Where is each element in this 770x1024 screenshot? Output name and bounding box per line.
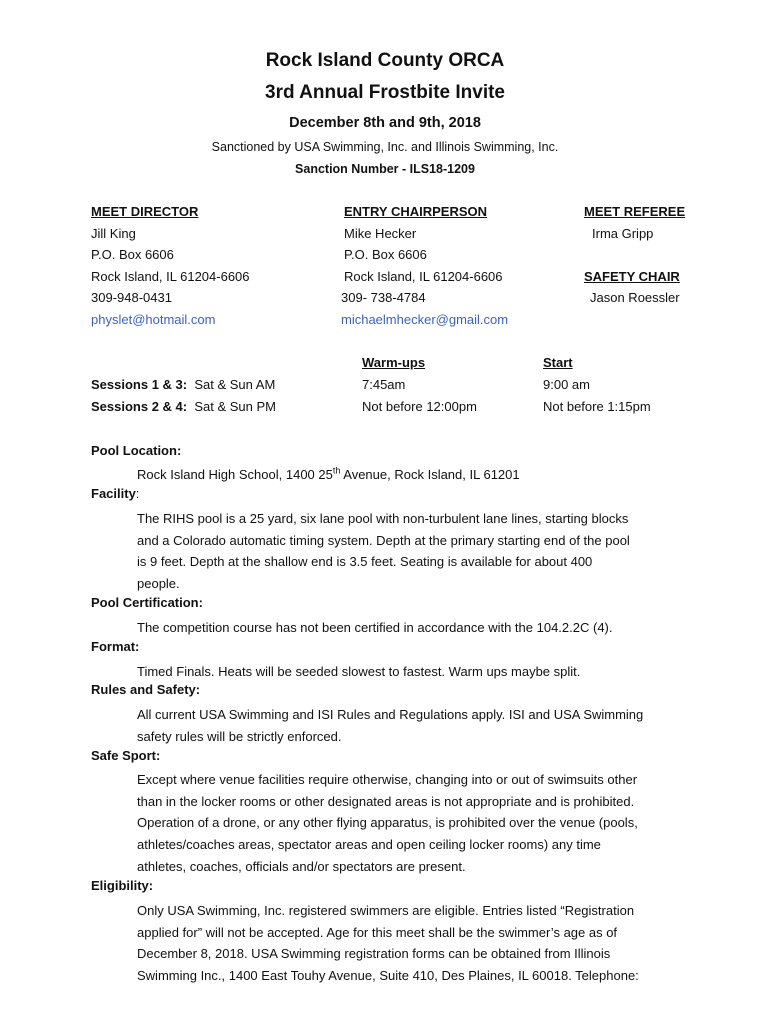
sanctioned-by: Sanctioned by USA Swimming, Inc. and Illinois Swimming, Inc. <box>211 140 559 154</box>
rules-safety-text: All current USA Swimming and ISI Rules and Regulations apply. ISI and USA Swimming safety rules will be strictly enforced. <box>137 707 644 744</box>
session-label: Sessions 2 & 4: <box>91 399 188 414</box>
warmups-heading: Warm-ups <box>362 355 426 370</box>
pool-certification-text: The competition course has not been certified in accordance with the 104.2.2C (4). <box>137 620 613 635</box>
eligibility-text: Only USA Swimming, Inc. registered swimmers are eligible. Entries listed “Registration applied for” will not be accepted. Age for this meet shall be the swimmer’s age as of December 8, 2018. USA Swimming registration forms can be obtained from Illinois Swimming Inc., 1400 East Touhy Avenue, Suite 410, Des Plaines, IL 60018. Telephone: <box>137 903 639 984</box>
meet-dates: December 8th and 9th, 2018 <box>289 115 481 131</box>
safe-sport-text: Except where venue facilities require otherwise, changing into or out of swimsuits other than in the locker rooms or other designated areas is not appropriate and is prohibited. Operation of a drone, or any other flying apparatus, is prohibited over the venue (pools, athletes/coaches areas, spectator areas and open ceiling locker rooms) any time athletes, coaches, officials and/or spectators are present. <box>137 772 638 874</box>
session-when: Sat & Sun PM <box>194 399 276 414</box>
session-2-warmup: Not before 12:00pm <box>362 399 477 414</box>
session-row-2 <box>91 399 276 414</box>
session-1-warmup: 7:45am <box>362 377 406 392</box>
entry-chair-phone: 309- 738-4784 <box>341 290 426 306</box>
pool-location-text: Rock Island High School, 1400 25th Avenue, Rock Island, IL 61201 <box>137 465 520 482</box>
meet-director-address2: Rock Island, IL 61204-6606 <box>91 268 250 284</box>
entry-chair-email-link[interactable]: michaelmhecker@gmail.com <box>341 311 509 327</box>
entry-chair-heading: ENTRY CHAIRPERSON <box>344 204 488 219</box>
eligibility-heading: Eligibility: <box>91 878 154 893</box>
pool-certification-heading: Pool Certification: <box>91 595 203 610</box>
sanction-number: Sanction Number - ILS18-1209 <box>295 162 475 176</box>
safe-sport-heading: Safe Sport: <box>91 748 161 763</box>
entry-chair-name: Mike Hecker <box>344 225 417 241</box>
ordinal-suffix: th <box>332 465 341 476</box>
meet-director-email-link[interactable]: physlet@hotmail.com <box>91 311 216 327</box>
meet-director-block <box>91 201 250 331</box>
facility-heading: Facility: <box>91 486 140 501</box>
format-heading: Format: <box>91 639 140 654</box>
session-1-start: 9:00 am <box>543 377 590 392</box>
meet-name-title: 3rd Annual Frostbite Invite <box>265 82 505 103</box>
format-text: Timed Finals. Heats will be seeded slowest to fastest. Warm ups maybe split. <box>137 664 581 679</box>
meet-referee-name: Irma Gripp <box>592 225 654 241</box>
meet-referee-heading: MEET REFEREE <box>584 204 686 219</box>
meet-host-title: Rock Island County ORCA <box>265 50 505 71</box>
rules-safety-heading: Rules and Safety: <box>91 682 201 697</box>
start-heading: Start <box>543 355 573 370</box>
facility-text: The RIHS pool is a 25 yard, six lane pool with non-turbulent lane lines, starting blocks and a Colorado automatic timing system. Depth at the primary starting end of the pool is 9 feet. Depth at the shallow end is 3.5 feet. Seating is available for about 400 people. <box>137 511 630 592</box>
entry-chair-block <box>341 201 508 331</box>
meet-director-address1: P.O. Box 6606 <box>91 247 174 263</box>
safety-chair-name: Jason Roessler <box>590 290 680 306</box>
referee-block <box>584 201 685 309</box>
pool-location-heading: Pool Location: <box>91 443 182 458</box>
session-row-1 <box>91 377 275 392</box>
meet-director-name: Jill King <box>91 225 136 241</box>
safety-chair-heading: SAFETY CHAIR <box>584 268 680 284</box>
entry-chair-address2: Rock Island, IL 61204-6606 <box>344 268 503 284</box>
meet-director-heading: MEET DIRECTOR <box>91 204 199 219</box>
entry-chair-address1: P.O. Box 6606 <box>344 247 427 263</box>
session-when: Sat & Sun AM <box>194 377 276 392</box>
meet-director-phone: 309-948-0431 <box>91 290 172 306</box>
session-label: Sessions 1 & 3: <box>91 377 188 392</box>
session-2-start: Not before 1:15pm <box>543 399 651 414</box>
